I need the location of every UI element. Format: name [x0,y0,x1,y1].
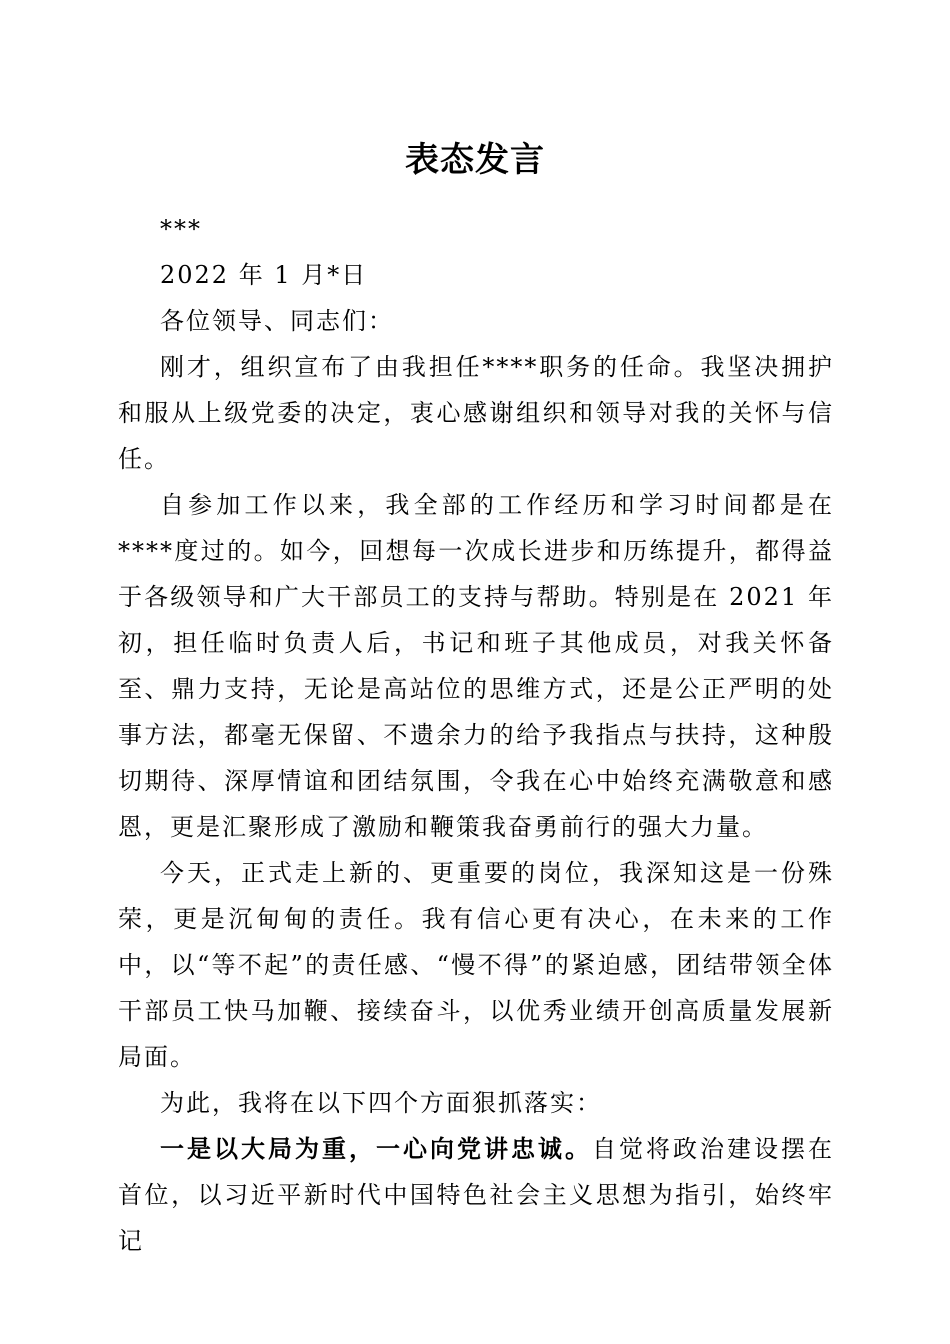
date-line: 2022 年 1 月*日 [160,261,368,289]
author-line: *** [160,215,202,243]
paragraph-intro-points: 为此，我将在以下四个方面狠抓落实： [160,1089,602,1117]
document-body [118,206,834,1264]
salutation: 各位领导、同志们： [160,307,394,335]
paragraph-point-one [118,1126,834,1264]
point-one-lead: 一是以大局为重，一心向党讲忠诚。 [160,1134,592,1163]
paragraph-commitment: 今天，正式走上新的、更重要的岗位，我深知这是一份殊荣，更是沉甸甸的责任。我有信心更有决心，在未来的工作中，以“等不起”的责任感、“慢不得”的紧迫感，团结带领全体干部员工快马加鞭、接续奋斗，以优秀业绩开创高质量发展新局面。 [118,859,834,1071]
paragraph-experience: 自参加工作以来，我全部的工作经历和学习时间都是在****度过的。如今，回想每一次成长进步和历练提升，都得益于各级领导和广大干部员工的支持与帮助。特别是在 2021 年初，担任临时负责人后，书记和班子其他成员，对我关怀备至、鼎力支持，无论是高站位的思维方式，还是公正严明的处事方法，都毫无保留、不遗余力的给予我指点与扶持，这种殷切期待、深厚情谊和团结氛围，令我在心中始终充满敬意和感恩，更是汇聚形成了激励和鞭策我奋勇前行的强大力量。 [118,491,834,841]
point-one-text: 自觉将政治建设摆在首位，以习近平新时代中国特色社会主义思想为指引，始终牢记 [118,1135,834,1255]
paragraph-appointment: 刚才，组织宣布了由我担任****职务的任命。我坚决拥护和服从上级党委的决定，衷心感谢组织和领导对我的关怀与信任。 [118,353,834,473]
document-title: 表态发言 [405,140,545,180]
